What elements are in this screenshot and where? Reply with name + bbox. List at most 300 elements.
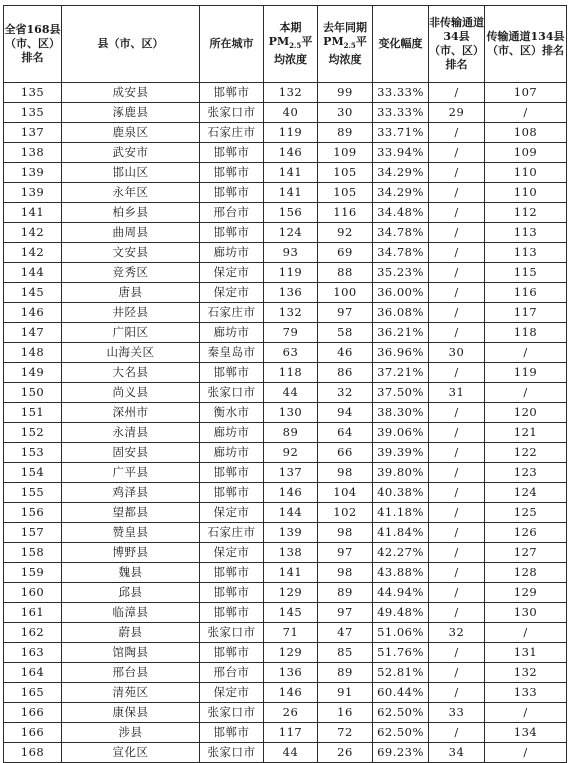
cell-pm-last-year: 100 [318, 283, 373, 303]
cell-rank-transport: 115 [485, 263, 567, 283]
cell-rank-non-transport: / [429, 223, 485, 243]
cell-pm-last-year: 98 [318, 563, 373, 583]
cell-county: 鸡泽县 [62, 483, 200, 503]
cell-rank-transport: 124 [485, 483, 567, 503]
cell-county: 柏乡县 [62, 203, 200, 223]
cell-rank-non-transport: / [429, 683, 485, 703]
cell-city: 保定市 [200, 543, 264, 563]
cell-rank-transport: / [485, 703, 567, 723]
cell-pm-current: 138 [264, 543, 318, 563]
cell-pm-last-year: 109 [318, 143, 373, 163]
cell-rank-non-transport: / [429, 183, 485, 203]
table-row [4, 663, 567, 683]
cell-pm-last-year: 47 [318, 623, 373, 643]
cell-pm-last-year: 16 [318, 703, 373, 723]
cell-city: 邯郸市 [200, 163, 264, 183]
cell-rank-non-transport: / [429, 283, 485, 303]
cell-rank-non-transport: / [429, 663, 485, 683]
cell-rank-all: 163 [4, 643, 62, 663]
cell-rank-transport: / [485, 383, 567, 403]
cell-pm-current: 145 [264, 603, 318, 623]
cell-county: 井陉县 [62, 303, 200, 323]
cell-county: 大名县 [62, 363, 200, 383]
cell-change: 33.94% [373, 143, 429, 163]
cell-rank-non-transport: / [429, 483, 485, 503]
cell-pm-current: 146 [264, 683, 318, 703]
cell-county: 武安市 [62, 143, 200, 163]
cell-rank-transport: / [485, 623, 567, 643]
cell-rank-non-transport: / [429, 323, 485, 343]
table-row [4, 523, 567, 543]
cell-rank-non-transport: / [429, 163, 485, 183]
cell-rank-transport: 110 [485, 183, 567, 203]
cell-rank-all: 146 [4, 303, 62, 323]
cell-rank-all: 149 [4, 363, 62, 383]
cell-rank-transport: 126 [485, 523, 567, 543]
cell-county: 涿鹿县 [62, 103, 200, 123]
cell-pm-current: 129 [264, 643, 318, 663]
cell-county: 望都县 [62, 503, 200, 523]
cell-county: 赞皇县 [62, 523, 200, 543]
cell-rank-all: 158 [4, 543, 62, 563]
cell-pm-last-year: 26 [318, 743, 373, 763]
cell-city: 张家口市 [200, 623, 264, 643]
cell-rank-all: 162 [4, 623, 62, 643]
cell-rank-all: 135 [4, 103, 62, 123]
cell-rank-non-transport: / [429, 523, 485, 543]
cell-county: 成安县 [62, 83, 200, 103]
cell-pm-current: 156 [264, 203, 318, 223]
cell-pm-current: 44 [264, 383, 318, 403]
table-row [4, 583, 567, 603]
cell-county: 蔚县 [62, 623, 200, 643]
cell-pm-last-year: 92 [318, 223, 373, 243]
cell-rank-non-transport: / [429, 363, 485, 383]
cell-change: 49.48% [373, 603, 429, 623]
cell-pm-current: 26 [264, 703, 318, 723]
table-row [4, 323, 567, 343]
cell-rank-non-transport: 31 [429, 383, 485, 403]
cell-change: 41.84% [373, 523, 429, 543]
table-row [4, 243, 567, 263]
cell-pm-last-year: 102 [318, 503, 373, 523]
cell-rank-transport: 110 [485, 163, 567, 183]
cell-rank-non-transport: / [429, 203, 485, 223]
table-row [4, 283, 567, 303]
header-change: 变化幅度 [373, 6, 429, 83]
cell-rank-non-transport: / [429, 543, 485, 563]
cell-pm-current: 137 [264, 463, 318, 483]
cell-rank-transport: 133 [485, 683, 567, 703]
cell-change: 36.08% [373, 303, 429, 323]
table-row [4, 543, 567, 563]
cell-pm-current: 136 [264, 283, 318, 303]
table-row [4, 443, 567, 463]
cell-pm-current: 89 [264, 423, 318, 443]
cell-pm-current: 119 [264, 263, 318, 283]
cell-city: 廊坊市 [200, 243, 264, 263]
cell-pm-current: 139 [264, 523, 318, 543]
table-row [4, 723, 567, 743]
cell-county: 深州市 [62, 403, 200, 423]
cell-pm-last-year: 105 [318, 163, 373, 183]
table-row [4, 163, 567, 183]
cell-pm-last-year: 97 [318, 303, 373, 323]
header-city: 所在城市 [200, 6, 264, 83]
cell-pm-last-year: 72 [318, 723, 373, 743]
table-header-row [4, 6, 567, 83]
table-row [4, 423, 567, 443]
table-body [4, 83, 567, 763]
cell-pm-last-year: 94 [318, 403, 373, 423]
cell-change: 40.38% [373, 483, 429, 503]
cell-rank-transport: / [485, 343, 567, 363]
cell-rank-all: 139 [4, 183, 62, 203]
cell-change: 52.81% [373, 663, 429, 683]
cell-pm-last-year: 46 [318, 343, 373, 363]
table-row [4, 263, 567, 283]
cell-rank-non-transport: / [429, 583, 485, 603]
cell-rank-all: 161 [4, 603, 62, 623]
cell-rank-all: 164 [4, 663, 62, 683]
cell-pm-current: 93 [264, 243, 318, 263]
cell-county: 鹿泉区 [62, 123, 200, 143]
cell-city: 廊坊市 [200, 443, 264, 463]
table-row [4, 183, 567, 203]
table-row [4, 343, 567, 363]
table-row [4, 383, 567, 403]
header-pm-current: 本期$PM_{2.5}$平均浓度 [264, 6, 318, 83]
cell-pm-last-year: 98 [318, 463, 373, 483]
cell-pm-last-year: 104 [318, 483, 373, 503]
cell-rank-transport: 119 [485, 363, 567, 383]
cell-county: 广阳区 [62, 323, 200, 343]
cell-rank-non-transport: / [429, 463, 485, 483]
table-row [4, 143, 567, 163]
cell-pm-current: 118 [264, 363, 318, 383]
cell-county: 宣化区 [62, 743, 200, 763]
cell-change: 39.06% [373, 423, 429, 443]
cell-city: 张家口市 [200, 743, 264, 763]
cell-city: 邯郸市 [200, 183, 264, 203]
cell-city: 张家口市 [200, 383, 264, 403]
cell-city: 秦皇岛市 [200, 343, 264, 363]
cell-pm-last-year: 58 [318, 323, 373, 343]
header-pm-last-year: 去年同期$PM_{2.5}$平均浓度 [318, 6, 373, 83]
cell-county: 博野县 [62, 543, 200, 563]
cell-rank-non-transport: / [429, 443, 485, 463]
cell-pm-last-year: 88 [318, 263, 373, 283]
cell-pm-current: 119 [264, 123, 318, 143]
header-rank-non-transport: 非传输通道34县（市、区）排名 [429, 6, 485, 83]
table-row [4, 203, 567, 223]
cell-rank-non-transport: 33 [429, 703, 485, 723]
cell-pm-current: 117 [264, 723, 318, 743]
cell-city: 邯郸市 [200, 83, 264, 103]
cell-rank-non-transport: / [429, 423, 485, 443]
cell-county: 邯山区 [62, 163, 200, 183]
cell-rank-all: 151 [4, 403, 62, 423]
cell-city: 廊坊市 [200, 423, 264, 443]
cell-rank-all: 152 [4, 423, 62, 443]
cell-pm-last-year: 32 [318, 383, 373, 403]
cell-city: 邯郸市 [200, 143, 264, 163]
table-row [4, 483, 567, 503]
cell-county: 唐县 [62, 283, 200, 303]
cell-pm-current: 79 [264, 323, 318, 343]
cell-pm-current: 141 [264, 183, 318, 203]
table-row [4, 703, 567, 723]
cell-rank-transport: / [485, 743, 567, 763]
cell-change: 44.94% [373, 583, 429, 603]
cell-rank-transport: 120 [485, 403, 567, 423]
cell-county: 广平县 [62, 463, 200, 483]
cell-county: 邢台县 [62, 663, 200, 683]
cell-city: 保定市 [200, 503, 264, 523]
cell-city: 石家庄市 [200, 523, 264, 543]
cell-pm-current: 129 [264, 583, 318, 603]
cell-change: 51.06% [373, 623, 429, 643]
cell-rank-non-transport: / [429, 563, 485, 583]
cell-rank-all: 141 [4, 203, 62, 223]
cell-pm-last-year: 66 [318, 443, 373, 463]
cell-change: 34.78% [373, 223, 429, 243]
cell-rank-all: 142 [4, 223, 62, 243]
cell-rank-transport: 109 [485, 143, 567, 163]
cell-county: 康保县 [62, 703, 200, 723]
cell-rank-transport: 113 [485, 243, 567, 263]
cell-pm-current: 144 [264, 503, 318, 523]
table-row [4, 603, 567, 623]
cell-rank-transport: 125 [485, 503, 567, 523]
cell-change: 37.21% [373, 363, 429, 383]
cell-city: 邯郸市 [200, 723, 264, 743]
cell-county: 文安县 [62, 243, 200, 263]
cell-rank-transport: 128 [485, 563, 567, 583]
cell-rank-all: 145 [4, 283, 62, 303]
cell-change: 43.88% [373, 563, 429, 583]
cell-rank-transport: 134 [485, 723, 567, 743]
cell-change: 62.50% [373, 723, 429, 743]
cell-change: 36.96% [373, 343, 429, 363]
cell-change: 41.18% [373, 503, 429, 523]
cell-rank-all: 160 [4, 583, 62, 603]
cell-pm-last-year: 89 [318, 663, 373, 683]
cell-rank-transport: 108 [485, 123, 567, 143]
cell-city: 石家庄市 [200, 303, 264, 323]
cell-change: 39.39% [373, 443, 429, 463]
cell-rank-transport: 112 [485, 203, 567, 223]
cell-pm-current: 63 [264, 343, 318, 363]
cell-county: 固安县 [62, 443, 200, 463]
table-row [4, 103, 567, 123]
cell-rank-all: 144 [4, 263, 62, 283]
cell-county: 山海关区 [62, 343, 200, 363]
cell-change: 51.76% [373, 643, 429, 663]
cell-rank-all: 135 [4, 83, 62, 103]
cell-pm-last-year: 98 [318, 523, 373, 543]
cell-change: 34.29% [373, 163, 429, 183]
cell-pm-current: 92 [264, 443, 318, 463]
cell-city: 邯郸市 [200, 603, 264, 623]
cell-rank-all: 157 [4, 523, 62, 543]
cell-rank-transport: / [485, 103, 567, 123]
cell-county: 魏县 [62, 563, 200, 583]
cell-city: 邯郸市 [200, 643, 264, 663]
cell-rank-non-transport: / [429, 303, 485, 323]
cell-city: 邯郸市 [200, 363, 264, 383]
cell-pm-last-year: 99 [318, 83, 373, 103]
cell-rank-non-transport: 32 [429, 623, 485, 643]
cell-pm-current: 141 [264, 563, 318, 583]
cell-change: 36.21% [373, 323, 429, 343]
cell-city: 保定市 [200, 683, 264, 703]
cell-rank-transport: 122 [485, 443, 567, 463]
cell-rank-transport: 118 [485, 323, 567, 343]
cell-city: 石家庄市 [200, 123, 264, 143]
cell-city: 保定市 [200, 283, 264, 303]
cell-pm-last-year: 89 [318, 123, 373, 143]
cell-change: 34.48% [373, 203, 429, 223]
ranking-table-container [3, 5, 567, 763]
cell-rank-all: 166 [4, 703, 62, 723]
cell-change: 42.27% [373, 543, 429, 563]
cell-rank-all: 137 [4, 123, 62, 143]
cell-pm-current: 146 [264, 483, 318, 503]
cell-county: 曲周县 [62, 223, 200, 243]
table-row [4, 303, 567, 323]
cell-change: 39.80% [373, 463, 429, 483]
cell-pm-current: 124 [264, 223, 318, 243]
table-row [4, 563, 567, 583]
cell-rank-non-transport: / [429, 143, 485, 163]
cell-rank-all: 168 [4, 743, 62, 763]
table-row [4, 463, 567, 483]
cell-pm-current: 136 [264, 663, 318, 683]
cell-city: 邢台市 [200, 663, 264, 683]
cell-pm-last-year: 85 [318, 643, 373, 663]
cell-change: 33.71% [373, 123, 429, 143]
cell-rank-all: 153 [4, 443, 62, 463]
cell-pm-current: 130 [264, 403, 318, 423]
cell-county: 竞秀区 [62, 263, 200, 283]
cell-rank-all: 148 [4, 343, 62, 363]
cell-change: 38.30% [373, 403, 429, 423]
cell-county: 涉县 [62, 723, 200, 743]
cell-city: 邯郸市 [200, 583, 264, 603]
cell-pm-last-year: 64 [318, 423, 373, 443]
cell-city: 廊坊市 [200, 323, 264, 343]
table-row [4, 643, 567, 663]
cell-pm-last-year: 97 [318, 543, 373, 563]
cell-rank-transport: 127 [485, 543, 567, 563]
cell-rank-all: 159 [4, 563, 62, 583]
cell-city: 衡水市 [200, 403, 264, 423]
cell-rank-transport: 131 [485, 643, 567, 663]
cell-change: 37.50% [373, 383, 429, 403]
cell-city: 邯郸市 [200, 463, 264, 483]
cell-city: 邯郸市 [200, 563, 264, 583]
cell-rank-all: 142 [4, 243, 62, 263]
cell-pm-last-year: 86 [318, 363, 373, 383]
cell-pm-current: 132 [264, 303, 318, 323]
cell-rank-transport: 129 [485, 583, 567, 603]
cell-change: 69.23% [373, 743, 429, 763]
cell-pm-current: 141 [264, 163, 318, 183]
cell-rank-transport: 121 [485, 423, 567, 443]
cell-pm-last-year: 69 [318, 243, 373, 263]
cell-rank-non-transport: / [429, 263, 485, 283]
cell-rank-non-transport: / [429, 403, 485, 423]
cell-rank-transport: 123 [485, 463, 567, 483]
cell-change: 33.33% [373, 83, 429, 103]
cell-rank-all: 155 [4, 483, 62, 503]
cell-rank-all: 165 [4, 683, 62, 703]
header-county: 县（市、区） [62, 6, 200, 83]
cell-city: 保定市 [200, 263, 264, 283]
table-row [4, 123, 567, 143]
cell-rank-all: 154 [4, 463, 62, 483]
cell-city: 邢台市 [200, 203, 264, 223]
cell-rank-all: 166 [4, 723, 62, 743]
cell-pm-last-year: 116 [318, 203, 373, 223]
cell-rank-non-transport: / [429, 503, 485, 523]
cell-county: 馆陶县 [62, 643, 200, 663]
table-row [4, 83, 567, 103]
cell-pm-current: 71 [264, 623, 318, 643]
header-rank-all: 全省168县（市、区）排名 [4, 6, 62, 83]
cell-change: 36.00% [373, 283, 429, 303]
cell-rank-all: 156 [4, 503, 62, 523]
cell-city: 张家口市 [200, 703, 264, 723]
ranking-table [3, 5, 567, 763]
table-row [4, 683, 567, 703]
cell-rank-non-transport: 29 [429, 103, 485, 123]
cell-county: 尚义县 [62, 383, 200, 403]
table-row [4, 363, 567, 383]
cell-city: 邯郸市 [200, 483, 264, 503]
cell-rank-non-transport: / [429, 243, 485, 263]
cell-rank-all: 138 [4, 143, 62, 163]
cell-rank-all: 150 [4, 383, 62, 403]
cell-rank-non-transport: 34 [429, 743, 485, 763]
table-row [4, 403, 567, 423]
cell-rank-non-transport: 30 [429, 343, 485, 363]
cell-city: 邯郸市 [200, 223, 264, 243]
cell-pm-current: 44 [264, 743, 318, 763]
cell-pm-last-year: 97 [318, 603, 373, 623]
cell-pm-current: 40 [264, 103, 318, 123]
cell-pm-last-year: 89 [318, 583, 373, 603]
table-row [4, 503, 567, 523]
cell-change: 62.50% [373, 703, 429, 723]
cell-county: 临漳县 [62, 603, 200, 623]
table-row [4, 743, 567, 763]
cell-change: 34.29% [373, 183, 429, 203]
cell-city: 张家口市 [200, 103, 264, 123]
table-row [4, 223, 567, 243]
cell-rank-non-transport: / [429, 603, 485, 623]
cell-rank-transport: 113 [485, 223, 567, 243]
table-row [4, 623, 567, 643]
cell-pm-last-year: 105 [318, 183, 373, 203]
cell-rank-transport: 117 [485, 303, 567, 323]
cell-change: 35.23% [373, 263, 429, 283]
cell-rank-transport: 107 [485, 83, 567, 103]
cell-county: 永清县 [62, 423, 200, 443]
cell-change: 60.44% [373, 683, 429, 703]
cell-county: 清苑区 [62, 683, 200, 703]
